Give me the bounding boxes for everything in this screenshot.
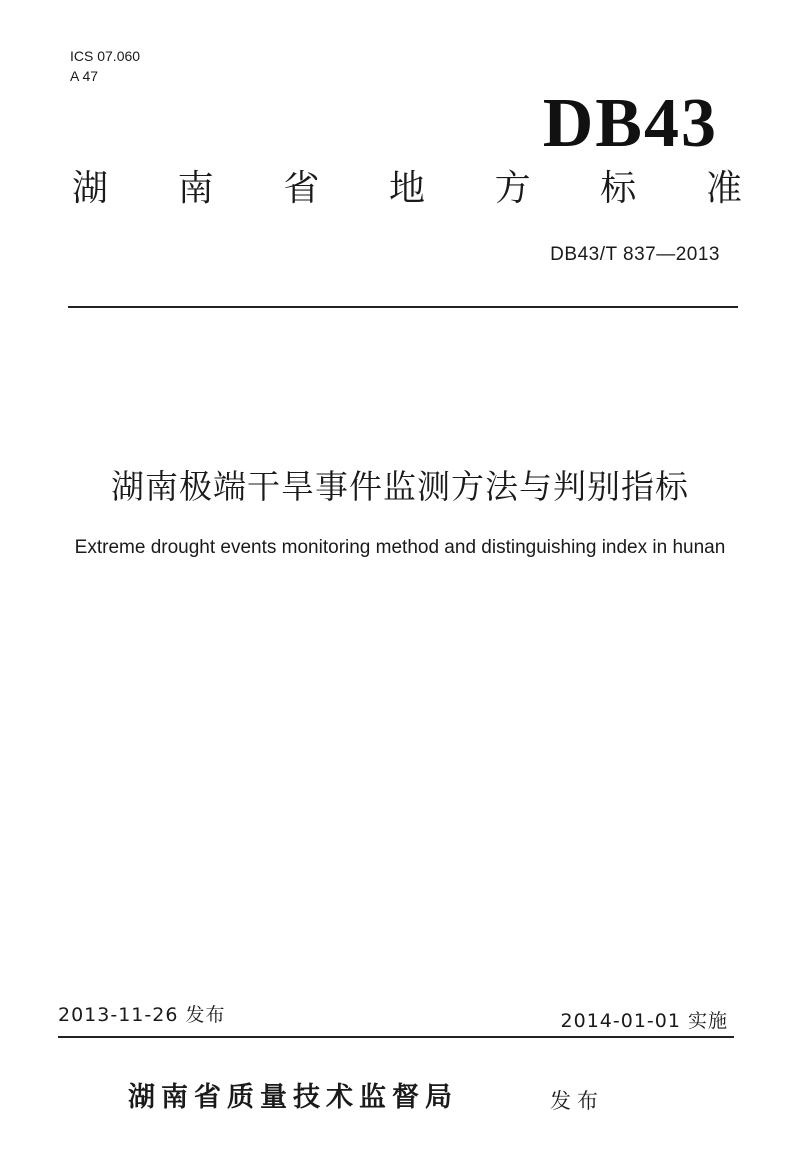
standard-number: DB43/T 837—2013: [550, 244, 720, 265]
publisher-name: 湖南省质量技术监督局: [128, 1082, 458, 1113]
classification-codes: [70, 46, 140, 86]
standard-type-char: 南: [177, 168, 214, 209]
standard-type-char: 地: [388, 168, 425, 209]
classification-code: A 47: [70, 68, 99, 84]
effective-date: 2014-01-01 实施: [560, 1010, 728, 1032]
standard-type-char: 湖: [72, 168, 109, 209]
standard-type-char: 准: [705, 168, 742, 209]
publish-label: 发布: [550, 1089, 604, 1113]
header-divider: [68, 306, 738, 308]
ics-code: ICS 07.060: [70, 48, 141, 64]
footer-divider: [58, 1036, 734, 1038]
standard-type-title: [72, 166, 742, 212]
document-title-english: Extreme drought events monitoring method and distinguishing index in hunan: [74, 537, 726, 558]
document-title-chinese: 湖南极端干旱事件监测方法与判别指标: [111, 467, 689, 506]
publish-date: 2013-11-26 发布: [58, 1004, 226, 1026]
standard-type-char: 省: [283, 168, 320, 209]
standard-type-char: 方: [494, 168, 531, 209]
standard-mark: DB43: [542, 85, 718, 162]
standard-type-char: 标: [600, 168, 637, 209]
